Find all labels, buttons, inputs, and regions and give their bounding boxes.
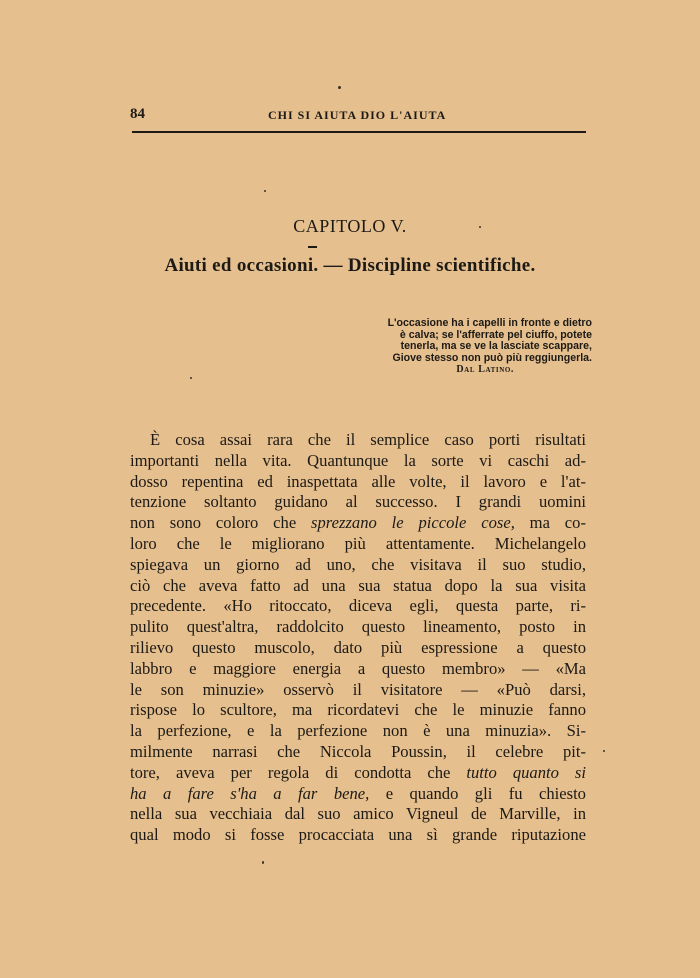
body-line-text: rispose lo scultore, ma ricordatevi che le minuzie fanno [130, 700, 586, 720]
epigraph [354, 318, 592, 364]
body-line-text: la perfezione, e la perfezione non è una minuzia». Si- [130, 721, 586, 741]
body-line-text: dosso repentina ed inaspettata alle volte, il lavoro e l'at- [130, 471, 586, 491]
body-line [130, 617, 586, 638]
body-line-text: importanti nella vita. Quantunque la sorte vi caschi ad- [130, 450, 586, 470]
body-line-text: ciò che aveva fatto ad una sua statua dopo la sua visita [130, 575, 586, 595]
body-line [130, 804, 586, 825]
body-line [130, 555, 586, 576]
chapter-number: CAPITOLO V. [293, 216, 407, 236]
page-number: 84 [130, 106, 145, 122]
header-rule [132, 131, 586, 133]
body-line-text: rilievo questo muscolo, dato più espressione a questo [130, 637, 586, 657]
body-line [130, 534, 586, 555]
body-line [130, 576, 586, 597]
body-line-text: tenzione soltanto guidano al successo. I grandi uomini [130, 492, 586, 512]
body-line-text: qual modo si fosse procacciata una sì grande riputazione [130, 825, 586, 845]
epigraph-line: Giove stesso non può più reggiungerla. [392, 351, 592, 364]
body-line [130, 784, 586, 805]
body-line-text: ma co- [514, 513, 586, 533]
body-line [130, 596, 586, 617]
epigraph-line: è calva; se l'afferrate pel ciuffo, potete [399, 328, 592, 341]
ink-speck [190, 377, 192, 379]
body-line-text: non sono coloro che [130, 513, 312, 533]
body-line-text: le son minuzie» osservò il visitatore — «Può darsi, [130, 679, 586, 699]
running-header [130, 106, 586, 128]
body-line-text: pulito quest'altra, raddolcito questo lineamento, posto in [130, 617, 586, 637]
ink-speck [338, 86, 341, 89]
body-line [130, 451, 586, 472]
body-line [130, 680, 586, 701]
chapter-dash-mark [308, 246, 317, 248]
body-line [130, 763, 586, 784]
body-text [130, 430, 586, 846]
epigraph-source: Dal Latino. [456, 364, 514, 375]
epigraph-line: tenerla, ma se ve la lasciate scappare, [400, 340, 592, 353]
body-line [130, 492, 586, 513]
body-line [130, 700, 586, 721]
body-line-text: labbro e maggiore energia a questo membro» — «Ma [130, 658, 586, 678]
body-line-text: precedente. «Ho ritoccato, diceva egli, questa parte, ri- [130, 596, 586, 616]
body-line [130, 513, 586, 534]
body-line-text: e quando gli fu chiesto [369, 783, 586, 803]
italic-phrase: tutto quanto si [466, 762, 586, 782]
body-line [130, 742, 586, 763]
running-title: CHI SI AIUTA DIO L'AIUTA [268, 108, 447, 122]
body-line-text: nella sua vecchiaia dal suo amico Vigneul de Marville, in [130, 804, 586, 824]
body-line [130, 638, 586, 659]
body-line [130, 659, 586, 680]
body-line-text: milmente narrasi che Niccola Poussin, il celebre pit- [130, 741, 586, 761]
body-line [130, 430, 586, 451]
body-line-text: tore, aveva per regola di condotta che [130, 762, 467, 782]
italic-phrase: sprezzano le piccole cose, [311, 513, 515, 533]
ink-speck [262, 861, 264, 864]
body-line [130, 825, 586, 846]
ink-speck [264, 190, 266, 192]
body-line-text: loro che le migliorano più attentamente. Michelangelo [130, 533, 586, 553]
italic-phrase: ha a fare s'ha a far bene, [130, 783, 370, 803]
body-line [130, 721, 586, 742]
epigraph-line: L'occasione ha i capelli in fronte e dietro [387, 317, 592, 329]
ink-speck [603, 750, 605, 752]
ink-speck [479, 226, 481, 228]
body-line-text: È cosa assai rara che il semplice caso porti risultati [150, 430, 586, 449]
body-line-text: spiegava un giorno ad uno, che visitava il suo studio, [130, 554, 586, 574]
body-line [130, 472, 586, 493]
chapter-title: Aiuti ed occasioni. — Discipline scientifiche. [164, 255, 536, 276]
